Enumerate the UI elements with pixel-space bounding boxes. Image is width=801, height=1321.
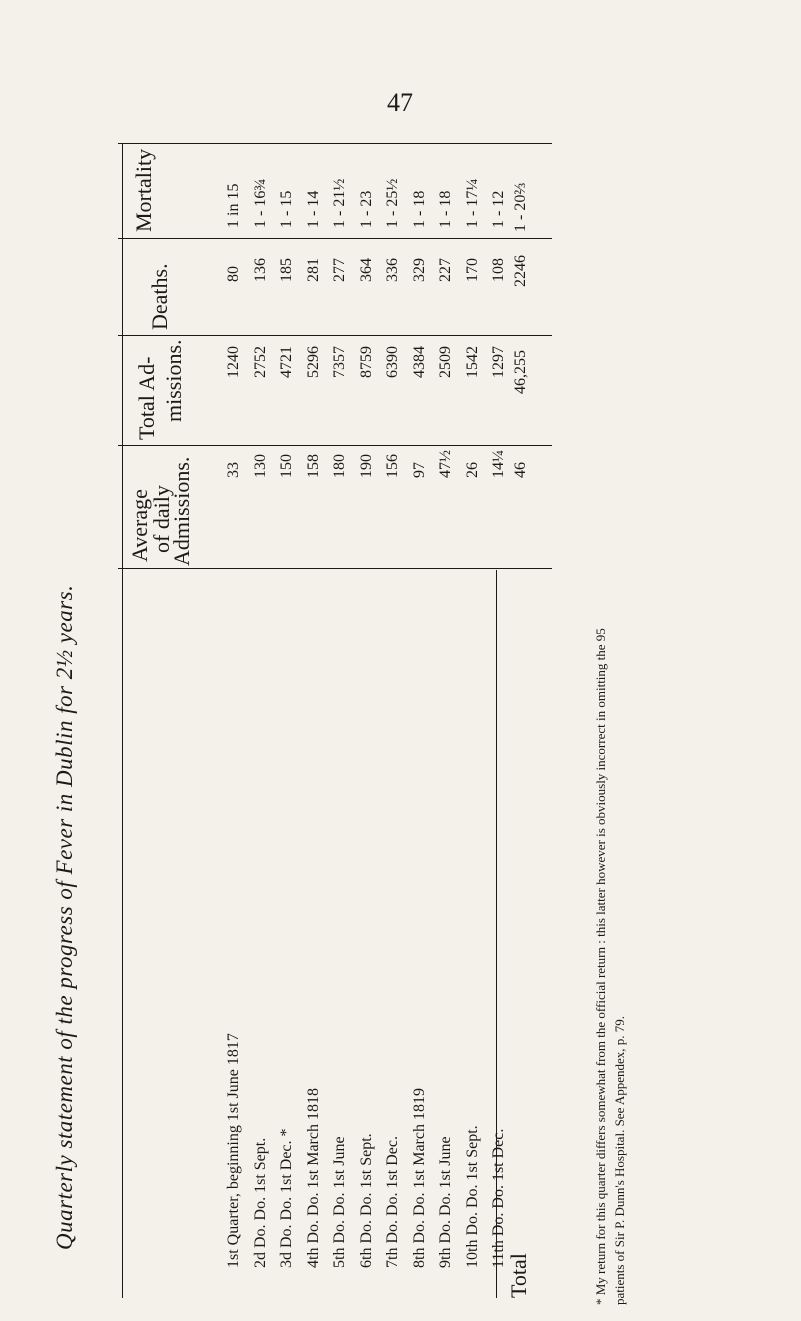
row-mortality-9: 1 - 18 <box>437 190 454 228</box>
row-total-6: 8759 <box>357 346 375 378</box>
row-mortality-11: 1 - 12 <box>490 190 507 228</box>
row-mortality-7: 1 - 25½ <box>384 178 401 228</box>
row-deaths-1: 80 <box>225 266 242 282</box>
row-deaths-10: 170 <box>463 258 481 282</box>
row-deaths-4: 281 <box>304 258 322 282</box>
row-total-9: 2509 <box>437 346 454 378</box>
header-mortality: Mortality <box>131 148 156 232</box>
row-average-8: 97 <box>410 462 428 478</box>
header-total-1: Total Ad- <box>134 356 159 440</box>
row-deaths-8: 329 <box>410 258 428 282</box>
row-total-3: 4721 <box>278 346 295 378</box>
row-label-8: 8th Do. Do. 1st March 1819 <box>410 1088 428 1268</box>
row-total-1: 1240 <box>225 346 242 378</box>
row-mortality-2: 1 - 16¾ <box>251 178 269 228</box>
row-label-1: 1st Quarter, beginning 1st June 1817 <box>225 1033 242 1268</box>
row-mortality-8: 1 - 18 <box>410 190 428 228</box>
header-deaths: Deaths. <box>147 263 172 330</box>
row-deaths-11: 108 <box>490 258 507 282</box>
footnote-line-1: * My return for this quarter differs somewhat from the official return : this latter however is obviously incorrect in omitting the 95 <box>593 628 608 1305</box>
row-mortality-5: 1 - 21½ <box>331 178 348 228</box>
total-total: 46,255 <box>512 350 529 394</box>
row-average-9: 47½ <box>437 450 454 478</box>
row-average-10: 26 <box>463 462 481 478</box>
row-mortality-1: 1 in 15 <box>225 183 242 228</box>
total-average: 46 <box>512 462 529 478</box>
footnote-line-2: patients of Sir P. Dunn's Hospital. See Appendex, p. 79. <box>612 1015 627 1305</box>
header-average-2: of daily <box>149 485 174 553</box>
row-label-4: 4th Do. Do. 1st March 1818 <box>304 1088 322 1268</box>
row-deaths-7: 336 <box>384 258 401 282</box>
row-mortality-6: 1 - 23 <box>357 190 375 228</box>
header-average-1: Average <box>127 489 152 562</box>
row-deaths-3: 185 <box>278 258 295 282</box>
row-total-10: 1542 <box>463 346 481 378</box>
row-average-2: 130 <box>251 454 269 478</box>
row-average-3: 150 <box>278 454 295 478</box>
row-deaths-5: 277 <box>331 258 348 282</box>
row-average-1: 33 <box>225 462 242 478</box>
row-total-8: 4384 <box>410 346 428 378</box>
row-label-11: 11th Do. Do. 1st Dec. <box>490 1128 507 1268</box>
row-total-5: 7357 <box>331 346 348 378</box>
row-label-10: 10th Do. Do. 1st Sept. <box>463 1125 481 1268</box>
row-average-11: 14¼ <box>490 450 507 478</box>
header-total-2: missions. <box>161 339 186 422</box>
row-deaths-2: 136 <box>251 258 269 282</box>
total-deaths: 2246 <box>512 255 529 287</box>
total-mortality: 1 - 20⅔ <box>512 182 529 232</box>
total-label: Total <box>506 1253 531 1298</box>
rule-vertical-left <box>122 143 123 1298</box>
row-average-4: 158 <box>304 454 322 478</box>
row-label-2: 2d Do. Do. 1st Sept. <box>251 1137 269 1268</box>
row-average-6: 190 <box>357 454 375 478</box>
page-number: 47 <box>387 88 413 117</box>
row-deaths-9: 227 <box>437 258 454 282</box>
header-average-3: Admissions. <box>169 456 194 566</box>
row-total-2: 2752 <box>251 346 269 378</box>
row-label-6: 6th Do. Do. 1st Sept. <box>357 1133 375 1268</box>
page-title: Quarterly statement of the progress of Fever in Dublin for 2½ years. <box>52 584 77 1250</box>
row-mortality-3: 1 - 15 <box>278 190 295 228</box>
row-label-5: 5th Do. Do. 1st June <box>331 1136 348 1268</box>
row-total-4: 5296 <box>304 346 322 378</box>
row-total-7: 6390 <box>384 346 401 378</box>
row-mortality-4: 1 - 14 <box>304 190 322 228</box>
row-average-7: 156 <box>384 454 401 478</box>
row-total-11: 1297 <box>490 346 507 378</box>
row-average-5: 180 <box>331 454 348 478</box>
row-mortality-10: 1 - 17¼ <box>463 178 481 228</box>
row-label-9: 9th Do. Do. 1st June <box>437 1136 454 1268</box>
row-label-7: 7th Do. Do. 1st Dec. <box>384 1136 401 1268</box>
row-deaths-6: 364 <box>357 258 375 282</box>
row-label-3: 3d Do. Do. 1st Dec. * <box>278 1128 295 1268</box>
